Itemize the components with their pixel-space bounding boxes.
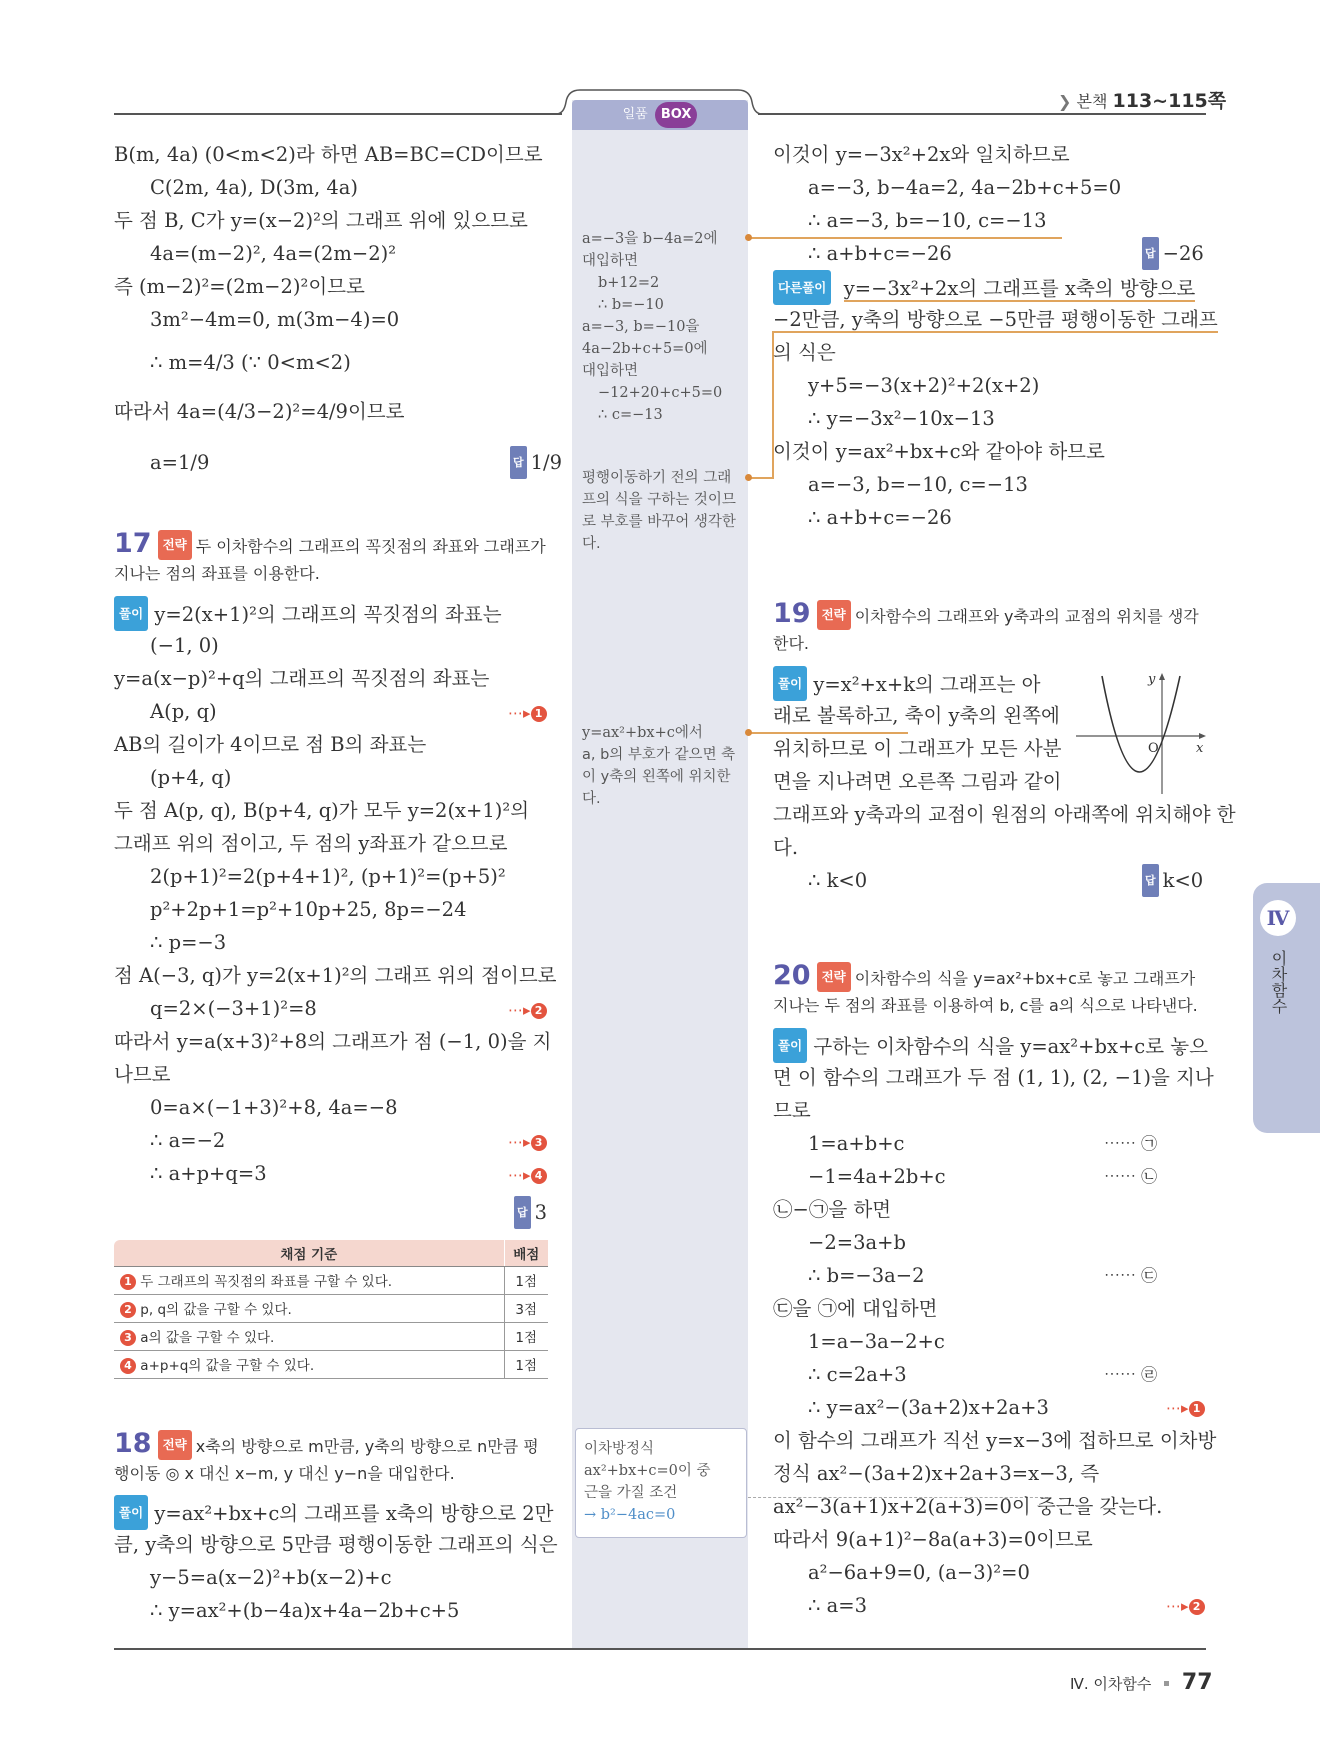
- q18-strategy-1: x축의 방향으로 m만큼, y축의 방향으로 n만큼 평: [195, 1437, 539, 1456]
- page-number: 77: [1181, 1670, 1213, 1695]
- q17-line-14: 따라서 y=a(x+3)²+8의 그래프가 점 (−1, 0)을 지: [114, 1030, 552, 1053]
- q17-line-4: A(p, q): [150, 700, 217, 723]
- box-note-2: 평행이동하기 전의 그래 프의 식을 구하는 것이므 로 부호를 바꾸어 생각한 다.: [582, 470, 736, 552]
- left-line-5: 즉 (m−2)²=(2m−2)²이므로: [114, 275, 365, 298]
- q17-step-3: ⋯▸ 3: [508, 1133, 547, 1151]
- left-line-4: 4a=(m−2)², 4a=(2m−2)²: [150, 242, 397, 265]
- left-line-8: 따라서 4a=(4/3−2)²=4/9이므로: [114, 400, 405, 423]
- q17-line-12: 점 A(−3, q)가 y=2(x+1)²의 그래프 위의 점이므로: [114, 964, 557, 987]
- footer: [1070, 1670, 1213, 1695]
- q20-line-11: ∴ c=2a+3: [808, 1363, 907, 1386]
- q20-mark-1: ⋯⋯ ㉠: [1104, 1134, 1158, 1153]
- q20-line-13: 이 함수의 그래프가 직선 y=x−3에 접하므로 이차방: [773, 1429, 1217, 1452]
- header-rule-right: [758, 113, 1206, 115]
- left-line-2: C(2m, 4a), D(3m, 4a): [150, 176, 359, 199]
- q20-number: 20: [773, 960, 811, 991]
- q17-line-6: (p+4, q): [150, 766, 232, 789]
- right-line-3: ∴ a=−3, b=−10, c=−13: [808, 209, 1047, 232]
- graph-y-label: y: [1148, 672, 1156, 687]
- q19-strategy-2: 한다.: [773, 634, 809, 653]
- q19-number: 19: [773, 598, 811, 629]
- q19-line-5: 그래프와 y축과의 교점이 원점의 아래쪽에 위치해야 한: [773, 803, 1236, 826]
- connector-dot: [745, 474, 752, 481]
- q17-line-10: p²+2p+1=p²+10p+25, 8p=−24: [150, 898, 467, 921]
- q20-step-1: ⋯▸ 1: [1166, 1399, 1205, 1417]
- alt-line-5: ∴ y=−3x²−10x−13: [808, 407, 995, 430]
- q17-line-2: (−1, 0): [150, 634, 219, 657]
- book-ref-prefix: 본책: [1076, 92, 1108, 111]
- left-line-6: 3m²−4m=0, m(3m−4)=0: [150, 308, 400, 331]
- q19-solution-tag: 풀이: [773, 666, 807, 701]
- q20-line-1: 풀이 구하는 이차함수의 식을 y=ax²+bx+c로 놓으: [773, 1028, 1208, 1063]
- q19-line-2: 래로 볼록하고, 축이 y축의 왼쪽에: [773, 704, 1060, 727]
- q20-strategy-2: 지나는 두 점의 좌표를 이용하여 b, c를 a의 식으로 나타낸다.: [773, 996, 1198, 1015]
- q18-line-1: 풀이 y=ax²+bx+c의 그래프를 x축의 방향으로 2만: [114, 1495, 553, 1530]
- chapter-side-label: 이차함수: [1269, 950, 1288, 1014]
- q17-line-13: q=2×(−3+1)²=8: [150, 997, 317, 1020]
- answer-19: 답 k<0: [1142, 864, 1203, 897]
- q19-strategy-1: 이차함수의 그래프와 y축과의 교점의 위치를 생각: [854, 607, 1199, 626]
- q20-line-17: a²−6a+9=0, (a−3)²=0: [808, 1561, 1030, 1584]
- alt-line-7: a=−3, b=−10, c=−13: [808, 473, 1028, 496]
- answer-16-value: 1/9: [530, 451, 563, 474]
- parabola-graph: [1072, 668, 1210, 798]
- q19-strategy-tag: 전략: [817, 600, 851, 630]
- q20-line-3: 므로: [773, 1099, 811, 1122]
- q20-header: [773, 962, 1195, 993]
- q18-line-2: 큼, y축의 방향으로 5만큼 평행이동한 그래프의 식은: [114, 1533, 558, 1556]
- grading-table: [114, 1240, 548, 1379]
- answer-icon: 답: [514, 1196, 531, 1229]
- graph-x-label: x: [1196, 741, 1204, 756]
- q17-line-16: 0=a×(−1+3)²+8, 4a=−8: [150, 1096, 398, 1119]
- box-note-1: a=−3을 b−4a=2에 대입하면 b+12=2 ∴ b=−10 a=−3, b=−10을 4a−2b+c+5=0에 대입하면 −12+20+c+5=0 ∴ c=−13: [582, 231, 723, 423]
- q17-line-15: 나므로: [114, 1063, 171, 1086]
- q18-solution-tag: 풀이: [114, 1495, 148, 1530]
- q20-line-2: 면 이 함수의 그래프가 두 점 (1, 1), (2, −1)을 지나: [773, 1066, 1214, 1089]
- grading-header-points: 배점: [504, 1240, 548, 1266]
- left-line-7: ∴ m=4/3 (∵ 0<m<2): [150, 351, 351, 374]
- book-ref-pages: 113~115쪽: [1112, 90, 1227, 112]
- q19-line-3: 위치하므로 이 그래프가 모든 사분: [773, 737, 1062, 760]
- q20-solution-tag: 풀이: [773, 1028, 807, 1063]
- q20-mark-3: ⋯⋯ ㉢: [1104, 1266, 1158, 1285]
- q20-line-18: ∴ a=3: [808, 1594, 867, 1617]
- box-note-3: y=ax²+bx+c에서 a, b의 부호가 같으면 축 이 y축의 왼쪽에 위치한 다.: [582, 725, 736, 807]
- q17-line-18: ∴ a+p+q=3: [150, 1162, 267, 1185]
- q20-line-4: 1=a+b+c: [808, 1132, 905, 1155]
- q20-mark-2: ⋯⋯ ㉡: [1104, 1167, 1158, 1186]
- grading-row: 2 p, q의 값을 구할 수 있다. 3점: [114, 1294, 548, 1322]
- q17-step-4: ⋯▸ 4: [508, 1166, 547, 1184]
- right-line-2: a=−3, b−4a=2, 4a−2b+c+5=0: [808, 176, 1122, 199]
- q18-line-4: ∴ y=ax²+(b−4a)x+4a−2b+c+5: [150, 1599, 460, 1622]
- footer-chapter: Ⅳ. 이차함수: [1070, 1675, 1152, 1693]
- q18-line-3: y−5=a(x−2)²+b(x−2)+c: [150, 1566, 392, 1589]
- answer-18: 답 −26: [1142, 237, 1204, 270]
- graph-origin-label: O: [1148, 741, 1159, 756]
- box-header: [572, 100, 748, 130]
- grading-row: 1 두 그래프의 꼭짓점의 좌표를 구할 수 있다. 1점: [114, 1266, 548, 1294]
- left-line-9: a=1/9: [150, 451, 210, 474]
- connector-dot: [745, 729, 752, 736]
- q19-line-6: 다.: [773, 836, 799, 859]
- grading-row: 3 a의 값을 구할 수 있다. 1점: [114, 1322, 548, 1350]
- q19-line-1: 풀이 y=x²+x+k의 그래프는 아: [773, 666, 1040, 701]
- q17-strategy-1: 두 이차함수의 그래프의 꼭짓점의 좌표와 그래프가: [195, 537, 546, 556]
- q20-line-14: 정식 ax²−(3a+2)x+2a+3=x−3, 즉: [773, 1462, 1100, 1485]
- q17-line-3: y=a(x−p)²+q의 그래프의 꼭짓점의 좌표는: [114, 667, 490, 690]
- q20-strategy-1: 이차함수의 식을 y=ax²+bx+c로 놓고 그래프가: [854, 969, 1196, 988]
- q20-line-5: −1=4a+2b+c: [808, 1165, 946, 1188]
- q18-number: 18: [114, 1428, 152, 1459]
- footer-rule: [114, 1648, 1206, 1650]
- q20-mark-4: ⋯⋯ ㉣: [1104, 1365, 1158, 1384]
- q20-line-6: ㉡−㉠을 하면: [773, 1198, 892, 1221]
- connector-dot: [745, 234, 752, 241]
- q17-number: 17: [114, 528, 152, 559]
- alt-line-2: −2만큼, y축의 방향으로 −5만큼 평행이동한 그래프: [773, 308, 1218, 331]
- q17-header: [114, 530, 546, 561]
- right-line-4: ∴ a+b+c=−26: [808, 242, 952, 265]
- q17-step-2: ⋯▸ 2: [508, 1001, 547, 1019]
- q17-strategy-tag: 전략: [158, 530, 192, 560]
- q17-line-17: ∴ a=−2: [150, 1129, 226, 1152]
- q20-step-2: ⋯▸ 2: [1166, 1597, 1205, 1615]
- q18-strategy-tag: 전략: [158, 1430, 192, 1460]
- alt-line-6: 이것이 y=ax²+bx+c와 같아야 하므로: [773, 440, 1105, 463]
- q17-strategy-2: 지나는 점의 좌표를 이용한다.: [114, 564, 320, 583]
- q20-line-12: ∴ y=ax²−(3a+2)x+2a+3: [808, 1396, 1049, 1419]
- box-badge: BOX: [655, 102, 698, 128]
- q18-strategy-2: 행이동 ◎ x 대신 x−m, y 대신 y−n을 대입한다.: [114, 1464, 455, 1483]
- q17-step-1: ⋯▸ 1: [508, 704, 547, 722]
- q20-strategy-tag: 전략: [817, 962, 851, 992]
- q17-solution-tag: 풀이: [114, 596, 148, 631]
- answer-17-value: 3: [534, 1201, 548, 1224]
- q17-line-5: AB의 길이가 4이므로 점 B의 좌표는: [114, 733, 427, 756]
- box-note-4: 이차방정식 ax²+bx+c=0이 중 근을 가질 조건 → b²−4ac=0: [584, 1441, 711, 1523]
- header-rule-left: [114, 113, 562, 115]
- footer-separator: [1164, 1681, 1169, 1686]
- q17-line-8: 그래프 위의 점이고, 두 점의 y좌표가 같으므로: [114, 832, 508, 855]
- box-label: 일품: [622, 107, 648, 122]
- q17-line-9: 2(p+1)²=2(p+4+1)², (p+1)²=(p+5)²: [150, 865, 506, 888]
- q18-header: [114, 1430, 539, 1461]
- answer-icon: 답: [1142, 864, 1159, 897]
- q20-line-15: ax²−3(a+1)x+2(a+3)=0이 중근을 갖는다.: [773, 1495, 1163, 1518]
- q17-line-1-text: y=2(x+1)²의 그래프의 꼭짓점의 좌표는: [154, 603, 502, 626]
- alt-line-8: ∴ a+b+c=−26: [808, 506, 952, 529]
- left-line-1: B(m, 4a) (0<m<2)라 하면 AB=BC=CD이므로: [114, 143, 543, 166]
- right-line-1: 이것이 y=−3x²+2x와 일치하므로: [773, 143, 1070, 166]
- grading-header-criteria: 채점 기준: [114, 1240, 504, 1266]
- q20-line-8: ∴ b=−3a−2: [808, 1264, 925, 1287]
- answer-icon: 답: [510, 446, 527, 479]
- chapter-side-roman: Ⅳ: [1260, 900, 1296, 936]
- grading-row: 4 a+p+q의 값을 구할 수 있다. 1점: [114, 1350, 548, 1378]
- answer-16: [510, 446, 562, 479]
- chevron-right-icon: ❯: [1058, 92, 1072, 111]
- q17-line-7: 두 점 A(p, q), B(p+4, q)가 모두 y=2(x+1)²의: [114, 799, 530, 822]
- q17-line-1: [114, 596, 502, 631]
- q20-line-16: 따라서 9(a+1)²−8a(a+3)=0이므로: [773, 1528, 1093, 1551]
- answer-icon: 답: [1142, 237, 1159, 270]
- q19-line-4: 면을 지나려면 오른쪽 그림과 같이: [773, 770, 1062, 793]
- alt-line-3: 의 식은: [773, 341, 836, 364]
- q20-line-10: 1=a−3a−2+c: [808, 1330, 945, 1353]
- alt-line-4: y+5=−3(x+2)²+2(x+2): [808, 374, 1040, 397]
- q17-line-11: ∴ p=−3: [150, 931, 227, 954]
- q19-header: [773, 600, 1199, 631]
- answer-17: [514, 1196, 547, 1229]
- book-reference: [1058, 86, 1226, 113]
- alt-line-1: 다른풀이 y=−3x²+2x의 그래프를 x축의 방향으로: [773, 270, 1195, 305]
- q20-line-9: ㉢을 ㉠에 대입하면: [773, 1297, 938, 1320]
- alt-solution-tag: 다른풀이: [773, 270, 831, 305]
- q19-line-7: ∴ k<0: [808, 869, 868, 892]
- q20-line-7: −2=3a+b: [808, 1231, 906, 1254]
- left-line-3: 두 점 B, C가 y=(x−2)²의 그래프 위에 있으므로: [114, 209, 528, 232]
